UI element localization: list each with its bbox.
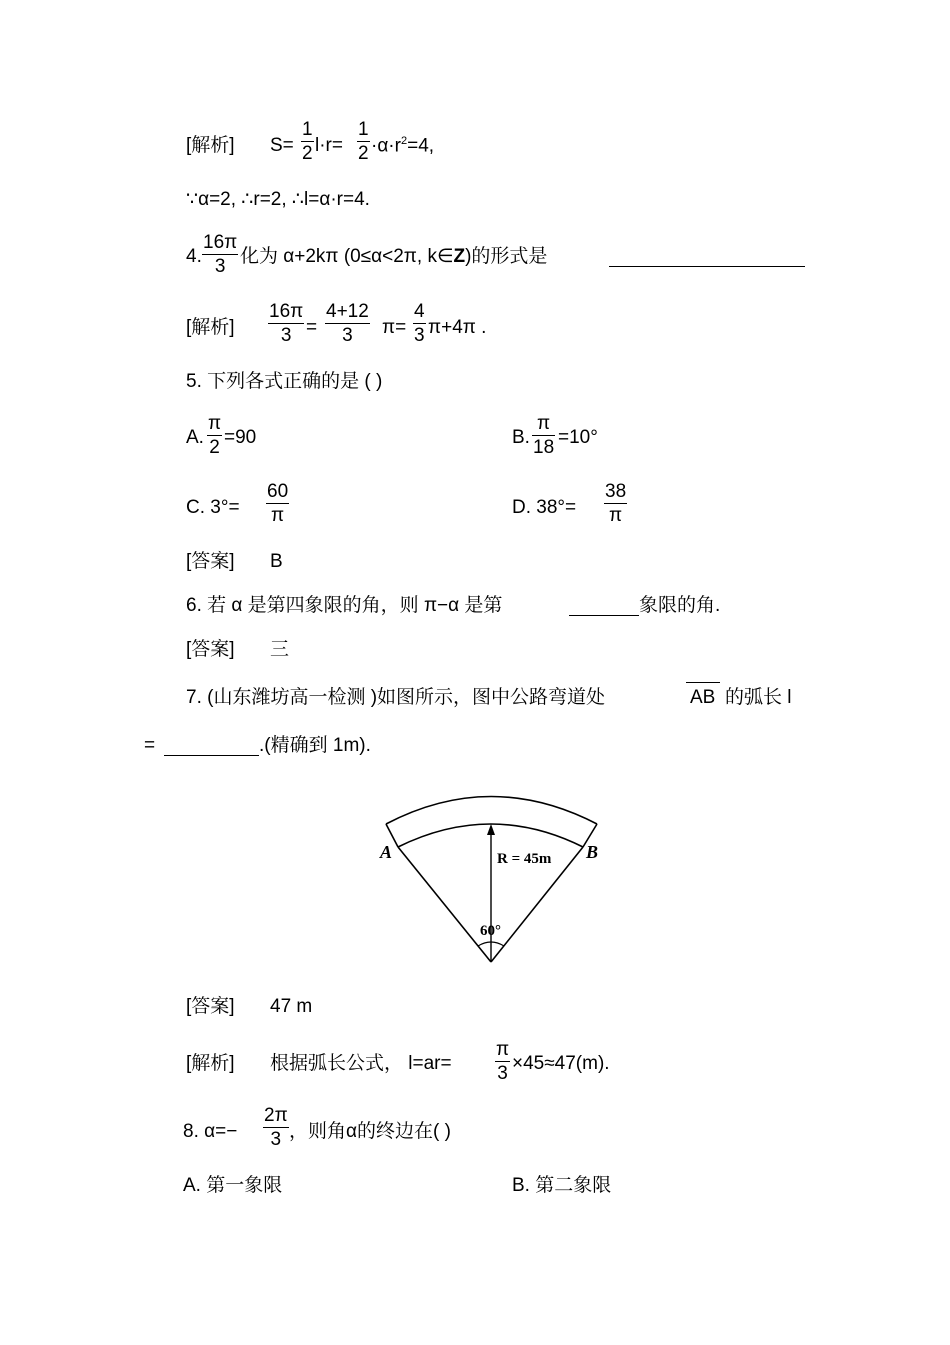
fraction: 16π 3 (269, 301, 304, 346)
solution-text: 根据弧长公式， l=ar= (270, 1053, 452, 1074)
option-text: =10° (558, 427, 598, 448)
angle-label: 60° (480, 923, 501, 939)
solution-line: ∵α=2, ∴r=2, ∴l=α·r=4. (186, 189, 370, 210)
option-label: A. (186, 427, 204, 448)
option-text: =90 (224, 427, 257, 448)
solution-tag: [解析] (186, 135, 235, 156)
answer-blank (164, 755, 259, 756)
question-stem: 6. 若 α 是第四象限的角，则 π−α 是第 (186, 595, 503, 616)
radius-label: R = 45m (497, 851, 552, 867)
fraction: 1 2 (358, 119, 369, 164)
fraction: 4+12 3 (326, 301, 369, 346)
question-stem: 5. 下列各式正确的是 ( ) (186, 371, 383, 392)
formula-text: $\cdot\alpha\cdot r^2=4$, (371, 135, 435, 157)
answer-text: B (270, 551, 283, 572)
formula-text: = (306, 317, 318, 338)
arrow-head (487, 824, 495, 835)
answer-text: 47 m (270, 996, 313, 1017)
arc-overline (686, 682, 720, 683)
option-label: B. (512, 427, 530, 448)
answer-blank (569, 615, 639, 616)
option-label: D. 38°= (512, 497, 577, 518)
answer-tag: [答案] (186, 551, 235, 572)
question-stem: ，则角α的终边在( ) (289, 1121, 451, 1142)
answer-text: 三 (270, 639, 290, 660)
fraction: 1 2 (302, 119, 313, 164)
radius-line-left (398, 847, 491, 962)
fraction: 4 3 (414, 301, 425, 346)
solution-text: ×45≈47(m). (512, 1053, 610, 1074)
answer-tag: [答案] (186, 639, 235, 660)
formula-text: S= (270, 135, 294, 156)
label-b: B (586, 842, 599, 862)
road-bend-figure (372, 778, 622, 976)
fraction: 60 π (267, 481, 289, 526)
answer-blank (609, 266, 805, 267)
fraction: π 2 (208, 413, 222, 458)
answer-tag: [答案] (186, 996, 235, 1017)
fraction: π 3 (496, 1039, 510, 1084)
fraction: 16π 3 (203, 232, 238, 277)
question-stem: = (144, 735, 156, 756)
fraction: π 18 (533, 413, 555, 458)
option-text: B. 第二象限 (512, 1175, 612, 1196)
fraction: 2π 3 (264, 1105, 288, 1150)
option-label: C. 3°= (186, 497, 240, 518)
fraction: 38 π (605, 481, 627, 526)
question-stem: 8. α=− (183, 1121, 238, 1142)
formula-text: π= (382, 317, 407, 338)
question-stem: 象限的角. (639, 595, 721, 616)
solution-tag: [解析] (186, 1053, 235, 1074)
solution-tag: [解析] (186, 317, 235, 338)
road-outer-arc (386, 797, 597, 825)
question-stem: 的弧长 l (725, 687, 792, 708)
formula-text: π+4π . (428, 317, 487, 338)
question-stem: .(精确到 1m). (259, 735, 371, 756)
formula-text: l·r= (315, 135, 343, 156)
option-text: A. 第一象限 (183, 1175, 283, 1196)
arc-label: AB (690, 687, 716, 708)
label-a: A (380, 842, 393, 862)
question-text: 化为 α+2kπ (0≤α<2π, k∈Z)的形式是 (240, 246, 548, 267)
question-stem: 7. (山东潍坊高一检测 )如图所示，图中公路弯道处 (186, 687, 606, 708)
question-number: 4. (186, 246, 202, 267)
